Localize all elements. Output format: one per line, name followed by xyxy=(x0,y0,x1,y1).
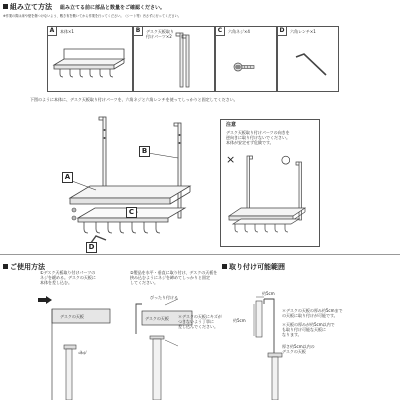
circle-mark-icon: ○ xyxy=(281,153,291,166)
range-bullet-5: なります。 xyxy=(282,332,302,337)
desk-top-label-2: デスクの天板 xyxy=(145,316,169,321)
dim-top-label: 約5cm xyxy=(262,291,275,296)
usage-step1-line2: ネジを緩める。デスクの天板に xyxy=(40,275,96,280)
range-bullet-1: ＊デスクの天板の厚み約5cmまで xyxy=(282,308,343,313)
assembly-step-text: 下図のように本体に、デスク天板取り付けパーツを、六角ネジと六角レンチを使ってしっかりと固定してください。 xyxy=(30,97,238,102)
usage-step2-line1: ②製品を水平・垂直に取り付け、デスクの天板を xyxy=(130,270,218,275)
usage-step1-line3: 本体を差し込む。 xyxy=(40,280,72,285)
dim-side-label: 約5cm xyxy=(233,318,246,323)
part-letter: D xyxy=(278,27,287,36)
usage-title-text: ご使用方法 xyxy=(10,263,45,271)
callout-c: C xyxy=(126,207,137,218)
assembly-intro: 組み立てる前に部品と数量をご確認ください。 xyxy=(60,5,166,11)
caution-title: 注意 xyxy=(226,122,237,128)
caution-line-1: デスク天板取り付けパーツの向きを xyxy=(226,130,290,135)
range-bullet-4: も取り付け可能な天板に xyxy=(282,327,326,332)
warn-line-3: 差し込んでください。 xyxy=(178,324,218,329)
usage-step2-line2: 挟み込むようにネジを締めてしっかりと固定 xyxy=(130,275,210,280)
caution-line-2: 逆向きに取り付けないでください。 xyxy=(226,135,290,140)
part-letter: C xyxy=(216,27,225,36)
callout-a: A xyxy=(62,172,73,183)
callout-b: B xyxy=(139,146,150,157)
usage-step1-line1: ①デスク天板取り付けパーツの xyxy=(40,270,96,275)
fit-label: ぴったり付ける xyxy=(150,295,178,300)
part-name: 本体×1 xyxy=(60,29,74,34)
part-letter: B xyxy=(134,27,143,36)
warn-line-2: つきないよう丁寧に xyxy=(178,319,214,324)
assembly-notice: ※作業の際は床や壁を傷つけないよう、敷き布を敷いてから作業を行ってください。（シート等）汚さずに行ってください。 xyxy=(3,14,181,18)
part-letter: A xyxy=(48,27,57,36)
screw-label: ネジ xyxy=(79,350,87,355)
warn-line-1: ＊デスクの天板にキズが xyxy=(178,314,222,319)
part-name: 六角ネジ×4 xyxy=(228,29,250,34)
range-bullet-3: ＊天板の厚みが約5cm以内で xyxy=(282,322,335,327)
usage-step2-line3: してください。 xyxy=(130,280,158,285)
thickness-label-1: 厚さ約5cm以内の xyxy=(282,344,315,349)
cross-mark-icon: × xyxy=(226,153,236,166)
thickness-label-2: デスクの天板 xyxy=(282,349,306,354)
range-title-text: 取り付け可能範囲 xyxy=(229,263,285,271)
assembly-title-text: 組み立て方法 xyxy=(10,3,52,11)
part-name: デスク天板取り付けパーツ×2 xyxy=(146,29,174,39)
callout-d: D xyxy=(86,242,97,253)
desk-top-label-1: デスクの天板 xyxy=(60,314,84,319)
caution-line-3: 本体が安定せず危険です。 xyxy=(226,140,274,145)
range-bullet-2: の天板に取り付けが可能です。 xyxy=(282,313,338,318)
part-name: 六角レンチ×1 xyxy=(290,29,316,34)
